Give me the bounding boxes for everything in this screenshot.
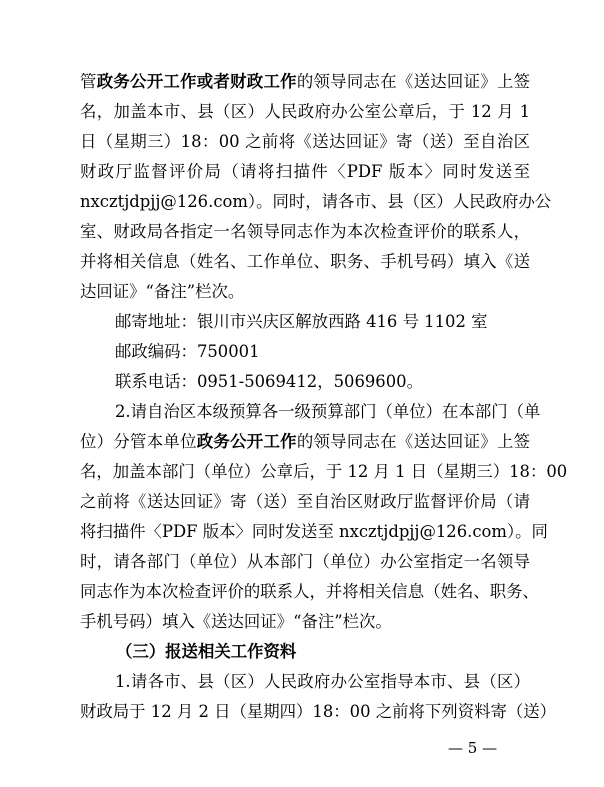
bold-phrase: 政务公开工作 xyxy=(196,432,297,451)
contact-phone: 联系电话：0951-5069412，5069600。 xyxy=(115,372,423,391)
paragraph-line: 手机号码）填入《送达回证》“备注”栏次。 xyxy=(80,612,392,631)
paragraph-line: 位）分管本单位政务公开工作的领导同志在《送达回证》上签 xyxy=(80,432,531,451)
page-number: — 5 — xyxy=(448,739,498,757)
paragraph-line: 时，请各部门（单位）从本部门（单位）办公室指定一名领导 xyxy=(80,552,530,571)
paragraph-line: 室、财政局各指定一名领导同志作为本次检查评价的联系人， xyxy=(80,222,530,241)
paragraph-line: nxcztjdpjj@126.com）。同时，请各市、县（区）人民政府办公 xyxy=(80,192,552,211)
paragraph-line: 将扫描件〈PDF 版本〉同时发送至 nxcztjdpjj@126.com）。同 xyxy=(80,522,548,541)
bold-phrase: 政务公开工作或者财政工作 xyxy=(96,72,297,91)
paragraph-line: 之前将《送达回证》寄（送）至自治区财政厅监督评价局（请 xyxy=(80,492,530,511)
paragraph-line: 并将相关信息（姓名、工作单位、职务、手机号码）填入《送 xyxy=(80,252,530,271)
paragraph-line: 同志作为本次检查评价的联系人，并将相关信息（姓名、职务、 xyxy=(80,582,539,601)
paragraph-line: 财政局于 12 月 2 日（星期四）18：00 之前将下列资料寄（送） xyxy=(80,702,557,721)
paragraph-line: 管政务公开工作或者财政工作的领导同志在《送达回证》上签 xyxy=(80,72,531,91)
postal-code: 邮政编码：750001 xyxy=(115,342,260,361)
paragraph-line: 名，加盖本市、县（区）人民政府办公室公章后，于 12 月 1 xyxy=(80,102,530,121)
paragraph-line: 1.请各市、县（区）人民政府办公室指导本市、县（区） xyxy=(115,672,530,691)
paragraph-line: 达回证》“备注”栏次。 xyxy=(80,282,245,301)
paragraph-line: 名，加盖本部门（单位）公章后，于 12 月 1 日（星期三）18：00 xyxy=(80,462,568,481)
mailing-address: 邮寄地址：银川市兴庆区解放西路 416 号 1102 室 xyxy=(115,312,488,331)
paragraph-line: 财政厅监督评价局（请将扫描件〈PDF 版本〉同时发送至 xyxy=(80,162,530,181)
paragraph-line: 日（星期三）18：00 之前将《送达回证》寄（送）至自治区 xyxy=(80,132,530,151)
section-heading: （三）报送相关工作资料 xyxy=(116,642,297,661)
paragraph-line: 2.请自治区本级预算各一级预算部门（单位）在本部门（单 xyxy=(115,402,541,421)
